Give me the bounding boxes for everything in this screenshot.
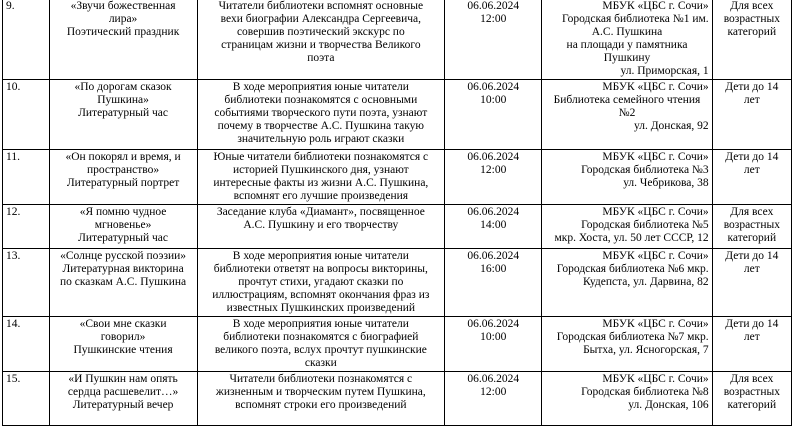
event-time: 12:00 (480, 164, 507, 176)
event-datetime-cell (445, 0, 542, 80)
event-place-line: №2 (618, 107, 636, 119)
event-date: 06.06.2024 (467, 318, 520, 330)
event-description-line: вехи биографии Александра Сергеевича, (220, 13, 422, 25)
row-number: 12. (6, 206, 21, 218)
event-name-line: Пушкинские чтения (73, 344, 173, 356)
row-number-cell (3, 80, 50, 150)
event-age-line: лет (743, 331, 760, 343)
event-description-line: Читатели библиотеки познакомятся с (229, 373, 413, 385)
event-place-line: ул. Приморская, 1 (620, 65, 709, 77)
event-time: 12:00 (480, 386, 507, 398)
event-age-line: Для всех (730, 206, 774, 218)
event-name-line: Литературный час (78, 232, 169, 244)
event-description-cell (197, 372, 444, 426)
event-place-line: ул. Чебрикова, 38 (623, 177, 709, 189)
event-age-line: Для всех (730, 0, 774, 12)
event-description-cell (197, 0, 444, 80)
event-description-cell (197, 249, 444, 317)
event-age-cell (712, 317, 791, 372)
event-place-cell (542, 372, 712, 426)
table-row (3, 317, 792, 372)
row-number-cell (3, 205, 50, 249)
event-name-line: «Солнце русской поэзии» (60, 250, 187, 262)
event-date: 06.06.2024 (467, 206, 520, 218)
table-row (3, 150, 792, 205)
event-description-line: почему в творчестве А.С. Пушкина такую (217, 120, 425, 132)
row-number-cell (3, 249, 50, 317)
event-age-line: категорий (727, 399, 777, 411)
event-place-line: МБУК «ЦБС г. Сочи» (602, 151, 709, 163)
event-name-line: Литературный вечер (72, 399, 174, 411)
event-age-line: категорий (727, 232, 777, 244)
event-description-line: иллюстрациям, вспомнят окончания фраз из (212, 289, 430, 301)
event-description-line: страницам жизни и творчества Великого (221, 39, 421, 51)
event-name-cell (49, 317, 197, 372)
event-place-line: Городская библиотека №7 мкр. (556, 331, 709, 343)
event-description-line: вспомнят строки его произведений (235, 399, 407, 411)
event-place-line: на площади у памятника (566, 39, 688, 51)
event-description-line: сказки (304, 357, 337, 369)
event-age-line: Дети до 14 (725, 81, 779, 93)
event-description-line: великого поэта, вслух прочтут пушкинские (214, 344, 427, 356)
event-place-line: МБУК «ЦБС г. Сочи» (602, 0, 709, 12)
event-name-cell (49, 249, 197, 317)
event-age-line: Дети до 14 (725, 250, 779, 262)
row-number-cell (3, 317, 50, 372)
event-age-line: категорий (727, 26, 777, 38)
event-place-cell (542, 0, 712, 80)
event-place-line: Городская библиотека №3 (581, 164, 709, 176)
event-name-line: сердца расшевелит…» (67, 386, 179, 398)
event-name-line: Литературная викторина (62, 263, 184, 275)
row-number: 9. (6, 0, 15, 12)
event-place-line: МБУК «ЦБС г. Сочи» (602, 373, 709, 385)
event-date: 06.06.2024 (467, 151, 520, 163)
event-description-line: В ходе мероприятия юные читатели (232, 318, 409, 330)
event-age-cell (712, 372, 791, 426)
event-place-line: Библиотека семейного чтения (553, 94, 701, 106)
event-date: 06.06.2024 (467, 0, 520, 12)
event-description-line: Юные читатели библиотеки познакомятся с (213, 151, 429, 163)
event-description-line: Читатели библиотеки вспомнят основные (218, 0, 424, 12)
event-description-line: событиями творческого пути поэта, узнают (214, 107, 428, 119)
event-name-line: «И Пушкин нам опять (68, 373, 178, 385)
event-age-line: лет (743, 164, 760, 176)
event-time: 14:00 (480, 219, 507, 231)
event-description-line: В ходе мероприятия юные читатели (232, 250, 409, 262)
event-place-line: Пушкину (603, 52, 651, 64)
event-place-line: Бытха, ул. Ясногорская, 7 (583, 344, 709, 356)
event-place-cell (542, 317, 712, 372)
table-row (3, 205, 792, 249)
event-date: 06.06.2024 (467, 250, 520, 262)
event-place-line: Городская библиотека №5 (581, 219, 709, 231)
event-age-line: Дети до 14 (725, 318, 779, 330)
table-row (3, 372, 792, 426)
row-number: 10. (6, 81, 21, 93)
event-description-line: известных Пушкинских произведений (226, 302, 416, 314)
event-place-line: МБУК «ЦБС г. Сочи» (602, 81, 709, 93)
event-place-line: МБУК «ЦБС г. Сочи» (602, 206, 709, 218)
event-date: 06.06.2024 (467, 81, 520, 93)
events-table (2, 0, 792, 426)
event-age-line: Для всех (730, 373, 774, 385)
event-name-line: по сказкам А.С. Пушкина (60, 276, 187, 288)
event-age-cell (712, 205, 791, 249)
event-name-cell (49, 372, 197, 426)
event-description-cell (197, 150, 444, 205)
event-name-line: Пушкина» (97, 94, 149, 106)
event-description-line: Заседание клуба «Диамант», посвященное (216, 206, 425, 218)
event-age-line: возрастных (723, 386, 780, 398)
event-datetime-cell (445, 150, 542, 205)
event-description-line: значительную роль играют сказки (237, 133, 405, 145)
event-place-line: МБУК «ЦБС г. Сочи» (602, 318, 709, 330)
event-age-line: возрастных (723, 219, 780, 231)
event-place-line: Городская библиотека №6 мкр. (556, 263, 709, 275)
event-place-cell (542, 249, 712, 317)
event-name-cell (49, 0, 197, 80)
event-time: 10:00 (480, 331, 507, 343)
event-description-line: В ходе мероприятия юные читатели (232, 81, 409, 93)
event-age-line: лет (743, 263, 760, 275)
event-description-cell (197, 80, 444, 150)
event-datetime-cell (445, 317, 542, 372)
event-time: 10:00 (480, 94, 507, 106)
event-description-line: жизненным и творческим путем Пушкина, (215, 386, 426, 398)
event-date: 06.06.2024 (467, 373, 520, 385)
event-name-line: мгновенье» (94, 219, 152, 231)
event-name-cell (49, 205, 197, 249)
event-time: 16:00 (480, 263, 507, 275)
event-place-line: МБУК «ЦБС г. Сочи» (602, 250, 709, 262)
event-description-line: совершив поэтический экскурс по (236, 26, 405, 38)
event-name-line: «Я помню чудное (79, 206, 167, 218)
event-name-line: Литературный портрет (66, 177, 180, 189)
event-place-cell (542, 80, 712, 150)
table-row (3, 0, 792, 80)
event-name-line: Литературный час (78, 107, 169, 119)
table-row (3, 80, 792, 150)
event-place-line: Городская библиотека №8 (581, 386, 709, 398)
event-age-line: возрастных (723, 13, 780, 25)
event-place-line: Кудепста, ул. Дарвина, 82 (583, 276, 709, 288)
event-place-line: А.С. Пушкина (591, 26, 663, 38)
row-number: 11. (6, 151, 20, 163)
event-description-line: историей Пушкинского дня, узнают (232, 164, 409, 176)
event-place-cell (542, 150, 712, 205)
event-age-cell (712, 249, 791, 317)
event-name-line: «По дорогам сказок (74, 81, 172, 93)
event-age-cell (712, 0, 791, 80)
event-description-line: поэта (307, 52, 335, 64)
event-name-line: говорил» (100, 331, 146, 343)
event-place-line: Городская библиотека №1 им. (561, 13, 709, 25)
event-name-line: «Он покорял и время, и (65, 151, 181, 163)
event-description-line: интересные факты из жизни А.С. Пушкина, (213, 177, 429, 189)
row-number-cell (3, 372, 50, 426)
table-row (3, 249, 792, 317)
event-description-line: прочтут стихи, угадают сказки по (238, 276, 404, 288)
event-age-line: лет (743, 94, 760, 106)
event-age-line: Дети до 14 (725, 151, 779, 163)
event-name-cell (49, 150, 197, 205)
row-number: 14. (6, 318, 21, 330)
event-name-cell (49, 80, 197, 150)
event-place-line: ул. Донская, 106 (628, 399, 709, 411)
event-description-cell (197, 317, 444, 372)
event-description-line: библиотеки познакомятся с биографией (223, 331, 419, 343)
event-age-cell (712, 150, 791, 205)
event-description-line: вспомнят его лучшие произведения (233, 190, 409, 202)
event-description-line: библиотеки ответят на вопросы викторины, (213, 263, 428, 275)
row-number: 15. (6, 373, 21, 385)
event-name-line: «Свои мне сказки (79, 318, 167, 330)
event-description-line: А.С. Пушкину и его творчеству (243, 219, 399, 231)
event-datetime-cell (445, 372, 542, 426)
event-name-line: пространство» (86, 164, 160, 176)
event-name-line: «Звучи божественная (70, 0, 176, 12)
event-name-line: Поэтический праздник (66, 26, 180, 38)
event-name-line: лира» (108, 13, 138, 25)
row-number-cell (3, 150, 50, 205)
event-place-line: мкр. Хоста, ул. 50 лет СССР, 12 (554, 232, 709, 244)
event-description-cell (197, 205, 444, 249)
event-datetime-cell (445, 249, 542, 317)
event-age-cell (712, 80, 791, 150)
event-datetime-cell (445, 205, 542, 249)
event-description-line: библиотеки познакомятся с основными (224, 94, 418, 106)
event-datetime-cell (445, 80, 542, 150)
event-place-line: ул. Донская, 92 (633, 120, 709, 132)
row-number: 13. (6, 250, 21, 262)
event-place-cell (542, 205, 712, 249)
row-number-cell (3, 0, 50, 80)
event-time: 12:00 (480, 13, 507, 25)
